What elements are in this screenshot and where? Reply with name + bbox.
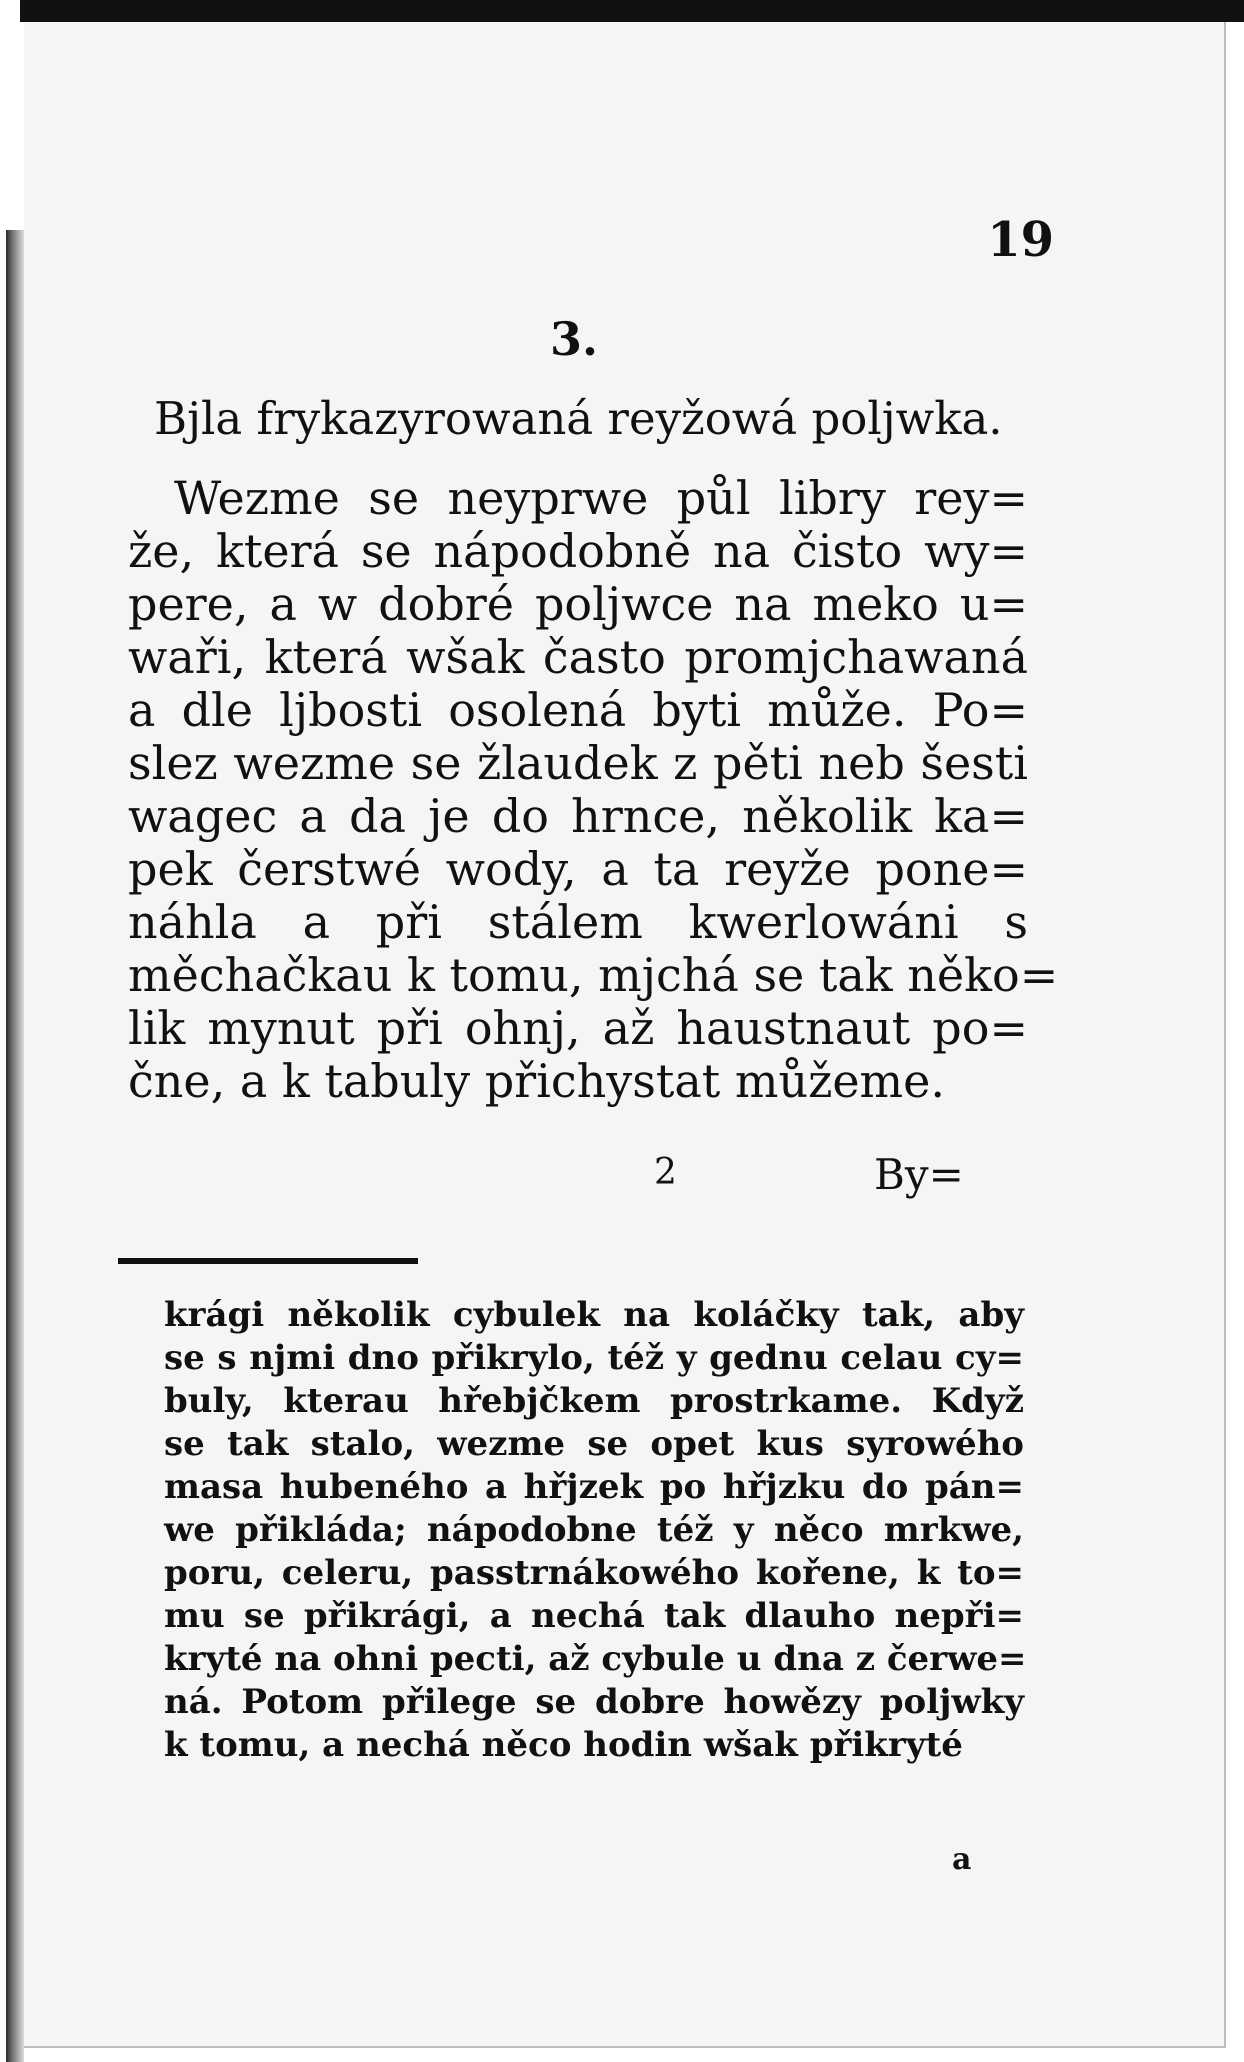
body-line: náhla a při stálem kwerlowáni s (128, 895, 1028, 949)
book-spine-shadow (6, 230, 24, 2062)
body-line: pek čerstwé wody, a ta reyže pone= (128, 842, 1028, 896)
footnote-line: se tak stalo, wezme se opet kus syrowého (164, 1424, 1024, 1464)
section-number: 3. (549, 312, 599, 366)
footnote-line: mu se přikrági, a nechá tak dlauho nepři= (164, 1596, 1024, 1636)
body-line: měchačkau k tomu, mjchá se tak něko= (128, 948, 1059, 1002)
body-line: pere, a w dobré poljwce na meko u= (128, 577, 1028, 631)
body-line: wagec a da je do hrnce, několik ka= (128, 789, 1028, 843)
page-number: 19 (987, 212, 1054, 268)
body-line: waři, která wšak často promjchawaná (128, 630, 1028, 684)
footnote-line: k tomu, a nechá něco hodin wšak přikryté (164, 1725, 963, 1765)
catchword: By= (874, 1150, 964, 1199)
body-line: Wezme se neyprwe půl libry rey= (174, 471, 1028, 525)
recipe-body (128, 471, 1059, 1108)
footnote-line: kryté na ohni pecti, až cybule u dna z čerwe= (164, 1639, 1027, 1679)
footnote-line: ná. Potom přilege se dobre howězy poljwky (164, 1682, 1024, 1722)
footnote-divider (118, 1258, 418, 1264)
footnote-line: we přikláda; nápodobne též y něco mrkwe, (164, 1510, 1024, 1550)
signature-mark: 2 (654, 1152, 677, 1193)
footnote-line: se s njmi dno přikrylo, též y gednu celau cy= (164, 1338, 1024, 1378)
body-line: slez wezme se žlaudek z pěti neb šesti (128, 736, 1028, 790)
book-page (24, 22, 1226, 2048)
footnote-line: buly, kterau hřebjčkem prostrkame. Když (164, 1381, 1024, 1421)
footnote-signature-mark: a (952, 1842, 972, 1877)
footnote-text (164, 1294, 1027, 1767)
footnote-line: krági několik cybulek na koláčky tak, aby (164, 1295, 1024, 1335)
footnote-line: poru, celeru, passtrnákowého kořene, k to= (164, 1553, 1024, 1593)
body-line: že, která se nápodobně na čisto wy= (128, 524, 1028, 578)
footnote-line: masa hubeného a hřjzek po hřjzku do pán= (164, 1467, 1024, 1507)
recipe-title: Bjla frykazyrowaná reyžowá poljwka. (154, 392, 1003, 445)
body-line: čne, a k tabuly přichystat můžeme. (128, 1054, 946, 1108)
body-line: a dle ljbosti osolená byti může. Po= (128, 683, 1028, 737)
body-line: lik mynut při ohnj, až haustnaut po= (128, 1001, 1028, 1055)
scan-top-edge (0, 0, 1244, 22)
